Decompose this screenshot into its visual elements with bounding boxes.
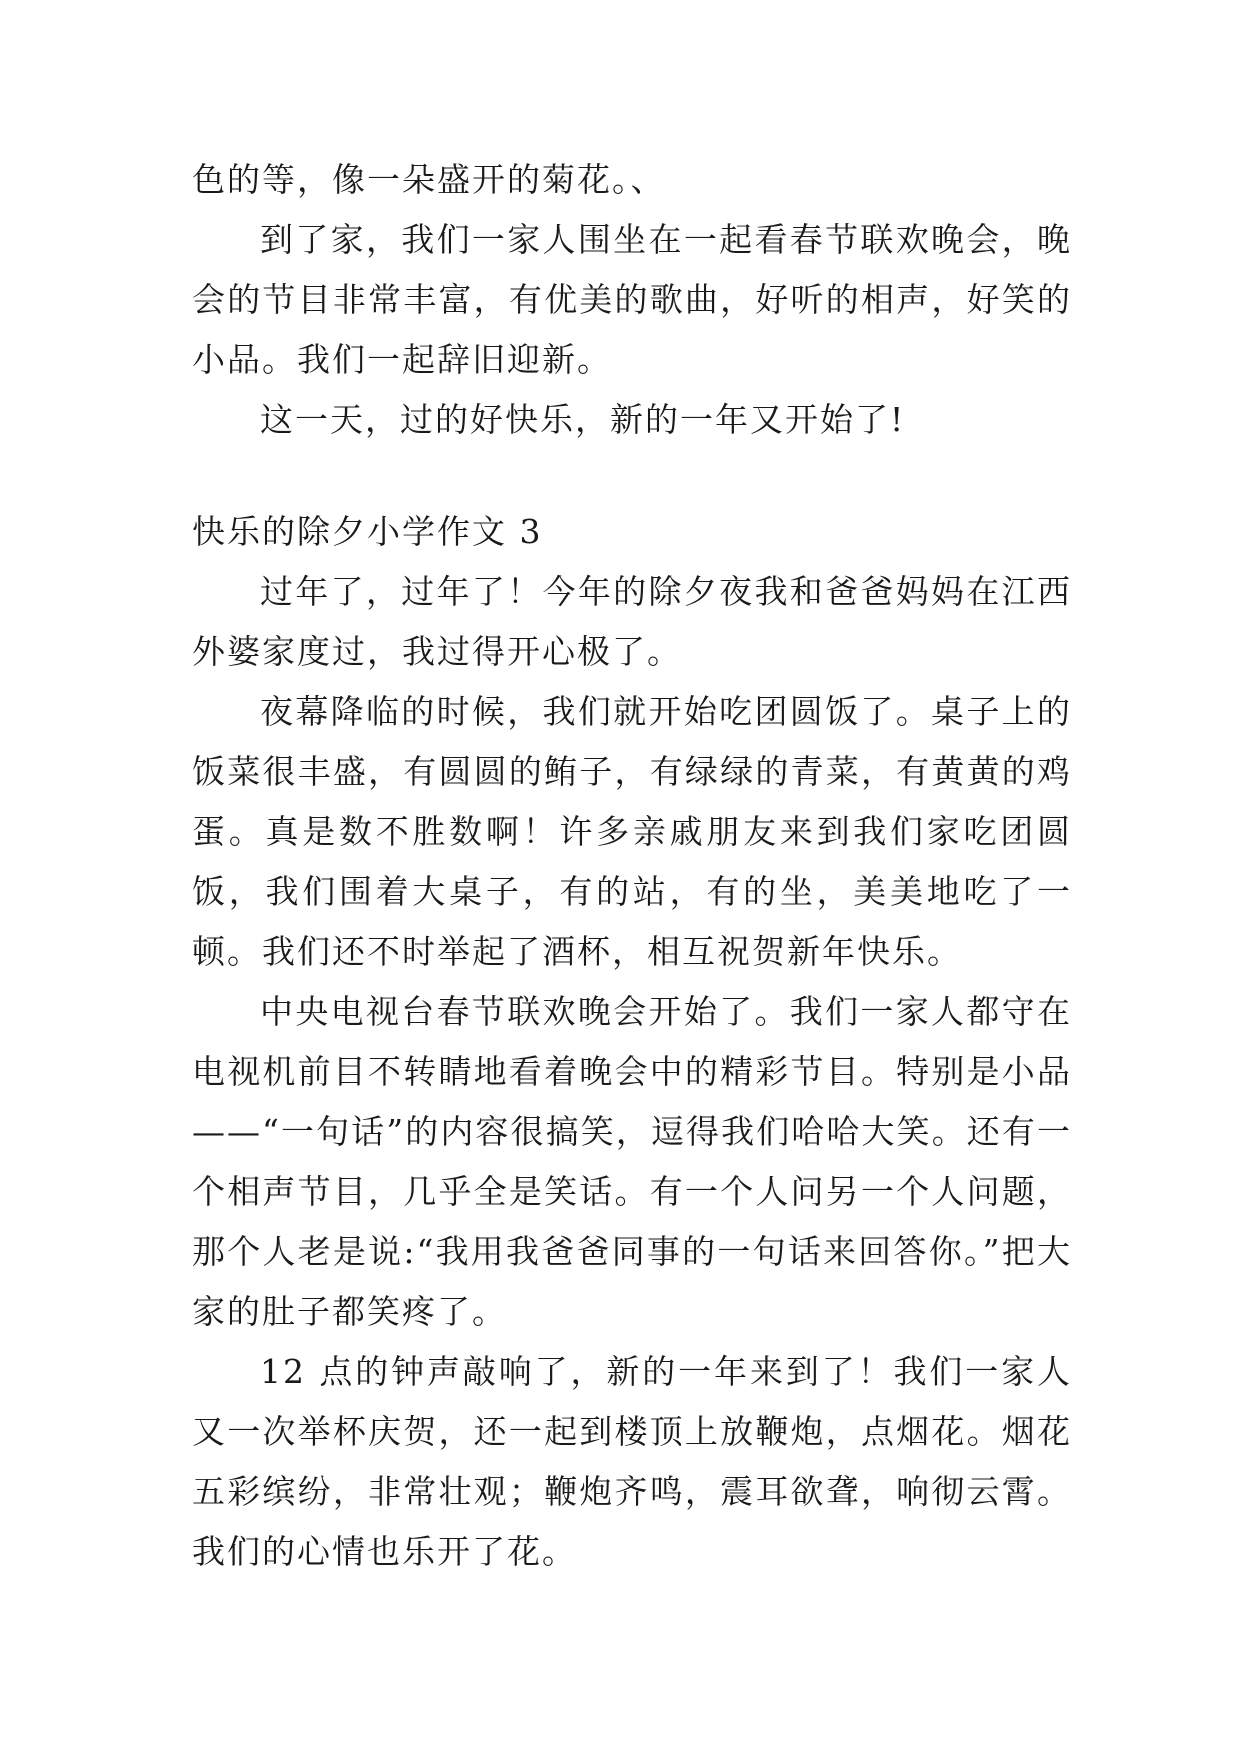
paragraph-happy-day: 这一天，过的好快乐，新的一年又开始了! — [260, 400, 906, 439]
paragraph-continuation: 色的等，像一朵盛开的菊花。、 — [192, 160, 666, 199]
paragraph-reunion-dinner: 夜幕降临的时候，我们就开始吃团圆饭了。桌子上的饭菜很丰盛，有圆圆的鲔子，有绿绿的青菜，有黄黄的鸡蛋。真是数不胜数啊！许多亲戚朋友来到我们家吃团圆饭，我们围着大桌子，有的站，有的坐，美美地吃了一顿。我们还不时举起了酒杯，相互祝贺新年快乐。 — [192, 692, 1072, 971]
paragraph-watching-gala: 到了家，我们一家人围坐在一起看春节联欢晚会，晚会的节目非常丰富，有优美的歌曲，好听的相声，好笑的小品。我们一起辞旧迎新。 — [192, 220, 1072, 379]
section-title: 快乐的除夕小学作文 3 — [192, 512, 543, 551]
paragraph-midnight-fireworks: 12 点的钟声敲响了，新的一年来到了！我们一家人又一次举杯庆贺，还一起到楼顶上放鞭炮，点烟花。烟花五彩缤纷，非常壮观；鞭炮齐鸣，震耳欲聋，响彻云霄。我们的心情也乐开了花。 — [192, 1352, 1072, 1571]
section-gap — [192, 450, 1072, 502]
paragraph-new-year-eve: 过年了，过年了！今年的除夕夜我和爸爸妈妈在江西外婆家度过，我过得开心极了。 — [192, 572, 1072, 671]
paragraph-spring-gala: 中央电视台春节联欢晚会开始了。我们一家人都守在电视机前目不转睛地看着晚会中的精彩节目。特别是小品——“一句话”的内容很搞笑，逗得我们哈哈大笑。还有一个相声节目，几乎全是笑话。有一个人问另一个人问题，那个人老是说:“我用我爸爸同事的一句话来回答你。”把大家的肚子都笑疼了。 — [192, 992, 1072, 1331]
document-page — [192, 150, 1072, 1582]
